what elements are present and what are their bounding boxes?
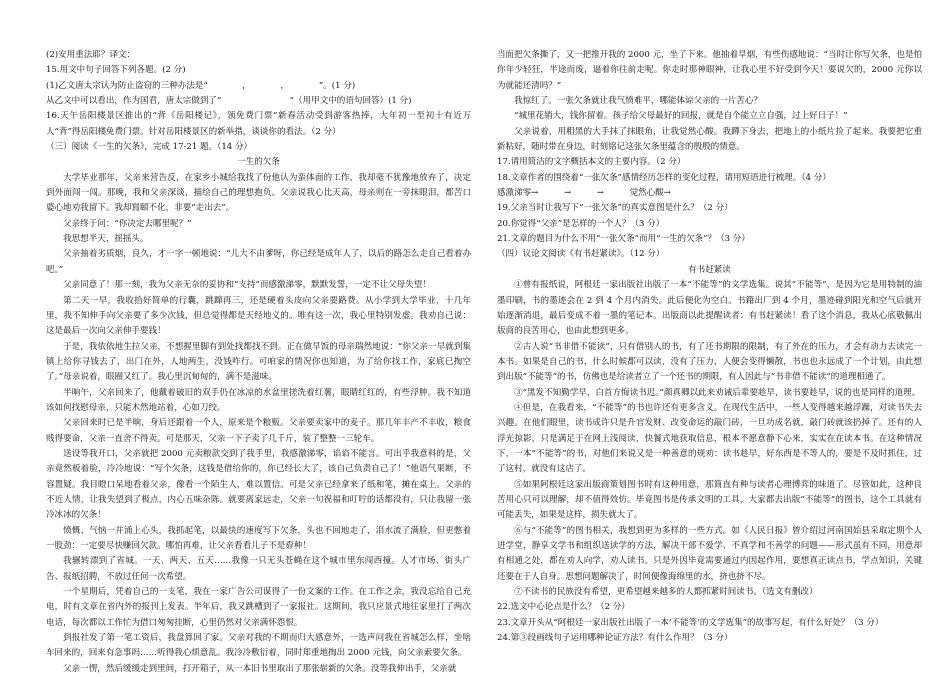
paragraph: 半晌午，父亲回来了，他戴着破旧的双手仍在冰凉的水盆里搓洗着红薯，眼睛红红的，有些浮肿。我不知道该如何找慰母亲，只能木然地站着，心如刀绞。 bbox=[46, 387, 471, 413]
paragraph: 当面把欠条撕了，又一把推开我的 2000 元，坐了下来。他抽着旱烟，有些伤感地说：“当时让你写欠条，也是怕你年少轻狂，半途而废，逼着你往前走呢。你走时那神眼神，让我心里不好受到今天！要说欠的，2000 元你以为就能还清吗？” bbox=[497, 50, 922, 91]
paragraph: 23.文章开头从“阿根廷一家出版社出版了一本‘不能等’的文学选集”的故事写起，有什么好处？（3 分） bbox=[497, 617, 884, 628]
paragraph: 18.文章作者的围绕着“一张欠条”感情经历怎样的变化过程，请用短语进行梳理。（4 分） bbox=[497, 172, 831, 183]
paragraph: 我惊红了。一张欠条就让我气愤难平，哪能体谅父亲的一片苦心？ bbox=[514, 96, 762, 107]
paragraph: 感激涕零→ → → 觉然心酸→ bbox=[497, 188, 671, 199]
paragraph: 父亲一愣，然后缓缓走到里间，打开箱子，从一本旧书里取出了那张崭新的欠条。没等我伸出手，父亲就 bbox=[63, 663, 457, 674]
paragraph: 父亲回来时已是半晌，身后还跟着一个人，原来是个粮贩。父亲要卖家中的麦子。那几年丰产不丰收，粮食贱得要命，父亲一直舍不得卖。可是那天，父亲一下子卖了几千斤，装了整整一三轮车。 bbox=[46, 418, 471, 444]
paragraph: （四）议论文阅读《有书赶紧读》。（12 分） bbox=[497, 249, 665, 260]
paragraph: 父亲同意了！那一刻，我为父亲无奈的妥协和“支持”而感激涕零，默默发誓，一定不让父母失望！ bbox=[63, 280, 431, 291]
paragraph: ⑦不读书的民族没有希望，更希望越来越多的人都抓紧时间读书。（选文有删改） bbox=[514, 587, 818, 598]
paragraph: 于是，我依依地生拉父亲，不想握里脚有到处找都找不到。正在做早饭的母亲瑞然地说：“你父亲一早就到集镇上给你寻钱去了，出门在外，人地两生，没钱咋行。可咱家的情况你也知道，为了给你找工作，家底已掏空了。”母亲说着，眼圈又红了。我心里沉甸甸的，满不是滋味。 bbox=[46, 341, 471, 383]
section-title: 有书赶紧读 bbox=[688, 264, 731, 275]
paragraph: ⑤如果阿根廷这家出版商策划图书时有这种用意，那简直有种与读者心理博弈的味道了。尽管如此，这种良苦用心只可以理解，却不值得效仿。毕竟图书是传承文明的工具，大家都去出版“不能等”的图书，这个工具就有可能丢失，如果是这样，损失就大了。 bbox=[497, 479, 922, 521]
paragraph: 24.第③段画线句子运用哪种论证方法？有什么作用？（3 分） bbox=[497, 633, 733, 644]
paragraph: （三）阅读《一生的欠条》，完成 17-21 题。（14 分） bbox=[46, 142, 253, 153]
left-column bbox=[46, 48, 471, 674]
paragraph: 17.请用简洁的文字概括本文的主要内容。（2 分） bbox=[497, 157, 686, 168]
paragraph: 父亲抽着劣质烟，良久，才一字一顿地说：“儿大不由爹呀，你已经是成年人了，以后的路怎么走自己看着办吧。” bbox=[46, 249, 471, 275]
paragraph: 愤慨、气恼一并涌上心头，我抓起笔，以最快的速度写下欠条，头也不回地走了，泪水流了满脸，但更憋着一股劲：一定要尽快赚回欠款。哪怕再难，让父亲看看儿子不是孬种！ bbox=[46, 525, 471, 551]
paragraph: 一个星期后，凭着自己的一支笔，我在一家广告公司谋得了一份文案的工作。在工作之余，我没忘给自己充电，时有文章在省内外的报刊上发表。半年后，我又跳槽到了一家报社。这期间，我只应景式地往家里打了两次电话，每次都以工作忙为借口匆匆挂断，心里仍然对父亲满怀怨恨。 bbox=[46, 587, 471, 628]
paragraph: 19.父亲当时让我写下“一张欠条”的真实意图是什么？（2 分） bbox=[497, 203, 733, 214]
paragraph: ③“黑发不知勤学早，白首方悔读书迟。”颜真卿以此来劝诫后辈要趁早，读书要趁早，说的也是同样的道理。 bbox=[514, 387, 921, 398]
paragraph: ②古人说“书非借不能读”，只有借别人的书，有了还书期限的限制，有了外在的压力，才会有动力去读完一本书。如果是自己的书，什么时候都可以读，没有了压力，人便会变得懒散，书也也永远成了一个计划，由此想到出版“不能等”的书，仿佛也是给读者立了一个还书的期限，有人因此与“书非借不能读”的道理相通了。 bbox=[497, 341, 922, 383]
paragraph: “城里花销大，钱你留着。孩子给父母最好的回报，就是自个能立立自强，过上好日子！” bbox=[514, 111, 848, 122]
paragraph: ①曾有报纸说，阿根廷一家出版社出版了一本“不能等”的文学选集。说其“不能等”，是因为它是用特制的油墨印刷，书的墨迹会在 2 到 4 个月内消失。此后便化为空白。书籍出厂到 4 个月，墨迹碰到阳光和空气后就开始逐渐消退，最后变成不着一墨的笔记本。出版商以此提醒读者：有书赶紧读！看了这个消息，我从心底敬佩出版商的良苦用心，也由此想到更多。 bbox=[497, 280, 922, 337]
paragraph: ⑥与“不能等”的图书相关，我想到更为多样的一些方式。如《人民日报》曾介绍过河南国始县采取定期个人进学堂，静享文学书和组织送读学的方法，解决干部不爱学、不真学和不善学的问题——形式虽有不同，用意却有相通之处，都在劝人向学，劝人读书。只是外因毕竟需要通过内因起作用，要想真正读点书，学点知识，关键还要在于人自身。思想问题解决了，时间便像海绵里的水，挤也挤不尽。 bbox=[497, 525, 922, 582]
paragraph: 16.天午岳阳楼景区推出的“背《岳阳楼记》，领免费门票”新春活动受到游客热捧，大年初一至初十有近万人“背”得岳阳楼免费门票。针对岳阳楼景区的新举措，谈谈你的看法。（2 分） bbox=[46, 111, 471, 137]
section-title: 一生的欠条 bbox=[237, 157, 280, 168]
paragraph: 父亲终于问：“你决定去哪里呢？” bbox=[63, 218, 192, 229]
paragraph: 第二天一早，我收拾好简单的行囊，跳蹿再三，还是硬着头皮向父亲要路费。从小学到大学毕业，十几年里，我不知伸手向父亲要了多少次钱，但总觉得都是天经地义的。唯有这一次，我心里特别发虚。我劝自己说：这是最后一次向父亲伸手要钱！ bbox=[46, 295, 471, 337]
paragraph: 到报社发了第一笔工资后，我盘算回了家。父亲对我的不期而归大感意外，一选声问我在省城怎么样，坐啥车回来的，回来有急事吗……听得我心烦意乱。我冷冷敷衍着，同时郑重地掏出 2000 元钱，向父亲索要欠条。 bbox=[46, 633, 471, 659]
paragraph: 父亲说着，用粗黑的大手抹了抹眼角，让我觉然心酸。我蹲下身去，把地上的小纸片捡了起来。我要把它重新粘好，随时带在身边，时刻铭记这张欠条里蕴含的殷殷的情意。 bbox=[497, 126, 922, 153]
paragraph: 从乙文中可以看出，作为国君，唐太宗做到了“ ”（用甲文中的语句回答）(1 分) bbox=[46, 96, 412, 107]
paragraph: 15.用文中句子回答下列各题。(2 分) bbox=[46, 65, 186, 76]
paragraph: 送设等我开口，父亲就把 2000 元卖粮款交到了我手里，我感激涕零，谄谄不能言。可出乎我意料的是，父亲竟然板着脸，冷冷地说：“写个欠条，这钱是借给你的，你已经长大了，该自己负责自己了！”他语气果断，不容置疑。我目瞪口呆地看着父亲，像看一个陌生人，难以置信。可是父亲已经拿来了纸和笔，摊在桌上。父亲的不近人情，让我失望到了极点，内心五味杂陈。就要离家远走，父亲一句祝福和叮咛的话都没有，只让我留一张冷冰冰的欠条！ bbox=[46, 448, 471, 521]
paragraph: 20.你觉得“父亲”是怎样的一个人？（3 分） bbox=[497, 218, 665, 229]
paragraph: (2)安用重法耶？译文： bbox=[46, 50, 136, 60]
paragraph: 21.文章的题目为什么不用“一张欠条”而用“一生的欠条”？（3 分） bbox=[497, 234, 750, 245]
right-column bbox=[497, 48, 922, 644]
paragraph: 22.选文中心论点是什么？（2 分） bbox=[497, 602, 630, 613]
paragraph: 我辗转漂到了省城。一天、两天、五天……我像一只无头苍蝇在这个城市里东闯西撞。人才市场、街头广告、报纸招聘，不放过任何一次希望。 bbox=[46, 556, 471, 582]
paragraph: 大学毕业那年，父亲来营告反，在家乡小城给我找了份他认为蛮体面的工作，我却毫不犹豫地放弃了，决定到外面闯一闯。那晚，我和父亲深谈，描绘自己的理想抱负。父亲说我心比天高，母亲则在一旁抹眼泪，都苦口婆心地劝我留下。我却寫頤不化，非要“走出去”。 bbox=[46, 172, 471, 214]
paragraph: ④但是，在我看来，“不能等”的书也许还有更多含义。在现代生活中，一些人变得越来越浮躁，对读书失去兴趣。在他们眼里，读书成许只是升官发财、改变命运的敲门砖，一旦功成名就，敲门砖就该扔掉了。还有的人浮光掠影，只是满足于在网上浅阅读，快餐式地获取信息，根本不愿意静下心来，实实在在读本书。在这种情况下，一本“不能等”的书，对他们来说又是一种善意的规劝：读书趁早，好东西是不等人的，要是不及时抓住，过了这村，就没有这店了。 bbox=[497, 402, 922, 475]
paragraph: (1)乙文唐太宗认为防止盗窃的三种办法是“ ， ， ”。(1 分) bbox=[46, 80, 356, 91]
paragraph: 我思想半天，摇摇头。 bbox=[63, 234, 149, 245]
